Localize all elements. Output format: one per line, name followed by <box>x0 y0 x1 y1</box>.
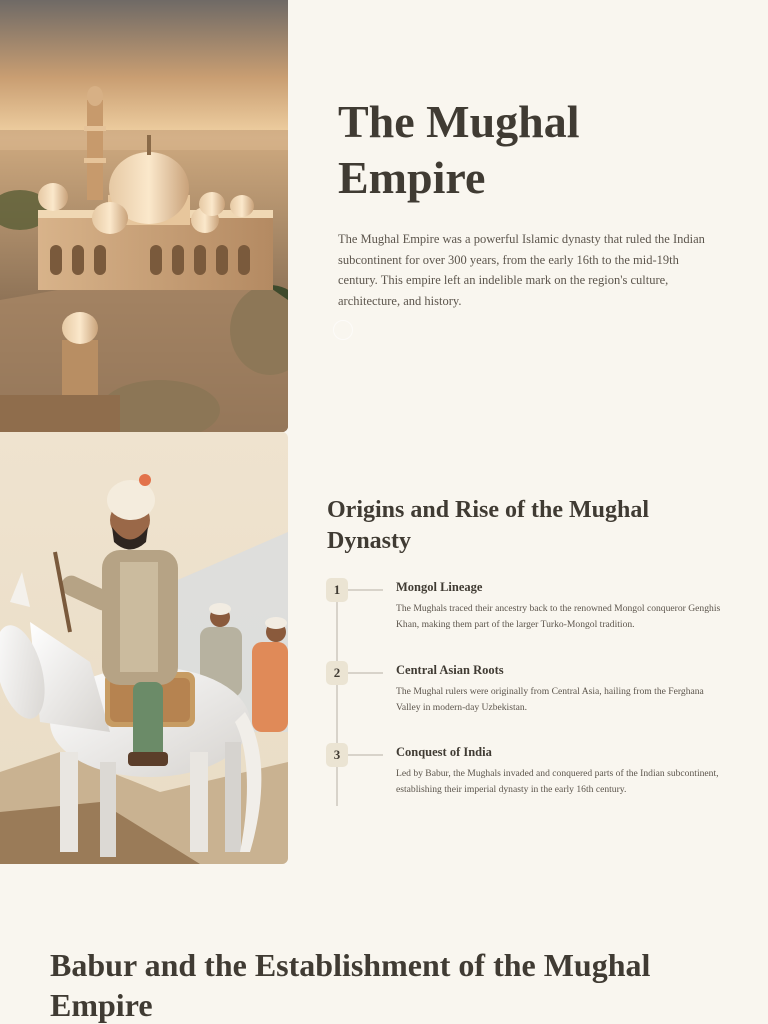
intro-paragraph: The Mughal Empire was a powerful Islamic dynasty that ruled the Indian subcontinent for over 300 years, from the early 16th to the mid-19th century. This empire left an indelible mark on the region's culture, architecture, and history. <box>338 232 705 309</box>
timeline-connector <box>348 589 383 591</box>
page-title: The Mughal Empire <box>338 96 580 203</box>
timeline-connector <box>348 672 383 674</box>
babur-heading: Babur and the Establishment of the Mughal Empire <box>50 947 651 1023</box>
mughal-palace-illustration <box>0 0 288 432</box>
timeline-item-text: Led by Babur, the Mughals invaded and conquered parts of the Indian subcontinent, establishing their imperial dynasty in the early 16th century. <box>396 768 719 796</box>
timeline-item-text: The Mughal rulers were originally from Central Asia, hailing from the Ferghana Valley in modern-day Uzbekistan. <box>396 686 704 714</box>
timeline-item-heading: Mongol Lineage <box>396 580 483 594</box>
timeline-item-text: The Mughals traced their ancestry back to the renowned Mongol conqueror Genghis Khan, making them part of the larger Turko-Mongol tradition. <box>396 603 721 631</box>
timeline-number-badge: 1 <box>326 578 348 602</box>
timeline-line <box>336 578 338 806</box>
decorative-circle <box>333 320 353 340</box>
timeline-number-badge: 2 <box>326 661 348 685</box>
timeline-connector <box>348 754 383 756</box>
timeline-item-heading: Central Asian Roots <box>396 663 504 677</box>
mughal-rider-illustration <box>0 432 288 864</box>
origins-heading: Origins and Rise of the Mughal Dynasty <box>327 497 650 554</box>
timeline-item-heading: Conquest of India <box>396 745 492 759</box>
timeline-number-badge: 3 <box>326 743 348 767</box>
